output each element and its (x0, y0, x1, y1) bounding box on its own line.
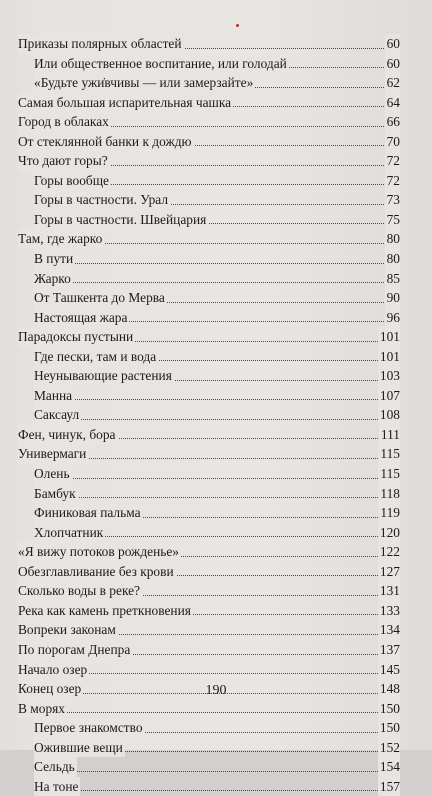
toc-entry-page: 122 (378, 542, 400, 562)
toc-entry-title: Река как камень преткновения (18, 601, 193, 621)
toc-entry-title: «Я вижу потоков рожденье» (18, 542, 181, 562)
toc-entry-page: 119 (378, 503, 400, 523)
toc-entry-page: 115 (378, 444, 400, 464)
toc-entry (0, 366, 432, 386)
toc-entry-title: Горы вообще (34, 171, 111, 191)
toc-entry (0, 620, 432, 640)
toc-entry-title: Конец озер (18, 679, 83, 699)
toc-entry-title: Где пески, там и вода (34, 347, 158, 367)
toc-entry-page: 111 (379, 425, 400, 445)
toc-entry-page: 150 (378, 718, 400, 738)
toc-entry-title: На тоне (34, 777, 80, 796)
toc-entry (0, 171, 432, 191)
dot-leader (34, 478, 400, 479)
toc-entry (0, 34, 432, 54)
toc-entry-title: Первое знакомство (34, 718, 145, 738)
toc-entry-title: Саксаул (34, 405, 81, 425)
toc-entry (0, 386, 432, 406)
toc-entry-page: 120 (378, 523, 400, 543)
toc-entry-title: Манна (34, 386, 74, 406)
toc-entry-page: 145 (378, 660, 400, 680)
toc-entry (0, 777, 432, 796)
red-ink-speck (236, 24, 239, 27)
table-of-contents (0, 34, 432, 796)
toc-entry-page: 154 (378, 757, 400, 777)
toc-entry (0, 444, 432, 464)
toc-entry-page: 108 (378, 405, 400, 425)
toc-entry-page: 72 (385, 151, 400, 171)
toc-entry (0, 269, 432, 289)
toc-entry (0, 327, 432, 347)
toc-entry-title: Фен, чинук, бора (18, 425, 118, 445)
toc-entry-page: 72 (385, 171, 400, 191)
toc-entry-title: Горы в частности. Швейцария (34, 210, 208, 230)
toc-entry (0, 73, 432, 93)
toc-entry-page: 127 (378, 562, 400, 582)
toc-entry (0, 542, 432, 562)
toc-entry (0, 210, 432, 230)
toc-entry-page: 134 (378, 620, 400, 640)
toc-entry (0, 405, 432, 425)
toc-entry-page: 60 (385, 54, 400, 74)
toc-entry-page: 64 (385, 93, 400, 113)
toc-entry-page: 70 (385, 132, 400, 152)
toc-entry (0, 132, 432, 152)
toc-entry-page: 107 (378, 386, 400, 406)
toc-entry-title: Сельдь (34, 757, 77, 777)
toc-entry-title: Город в облаках (18, 112, 111, 132)
toc-entry-title: Горы в частности. Урал (34, 190, 170, 210)
toc-entry-title: Приказы полярных областей (18, 34, 184, 54)
toc-entry-title: Парадоксы пустыни (18, 327, 135, 347)
dot-leader (34, 771, 400, 772)
toc-entry (0, 640, 432, 660)
toc-entry (0, 464, 432, 484)
toc-entry (0, 718, 432, 738)
toc-entry-page: 157 (378, 777, 400, 796)
toc-entry (0, 93, 432, 113)
toc-entry-title: Ожившие вещи (34, 738, 125, 758)
toc-entry-page: 73 (385, 190, 400, 210)
toc-entry-title: Что дают горы? (18, 151, 110, 171)
toc-entry (0, 112, 432, 132)
toc-entry-page: 133 (378, 601, 400, 621)
toc-entry (0, 660, 432, 680)
page-number: 190 (205, 683, 227, 698)
toc-entry-title: Самая большая испарительная чашка (18, 93, 233, 113)
dot-leader (34, 790, 400, 791)
toc-entry-title: От Ташкента до Мерва (34, 288, 167, 308)
toc-entry-page: 96 (385, 308, 400, 328)
toc-entry-title: Настоящая жара (34, 308, 129, 328)
toc-entry (0, 581, 432, 601)
toc-entry-page: 101 (378, 347, 400, 367)
toc-entry-title: Там, где жарко (18, 229, 104, 249)
toc-entry-title: Обезглавливание без крови (18, 562, 176, 582)
toc-entry (0, 308, 432, 328)
dot-leader (34, 399, 400, 400)
toc-entry (0, 425, 432, 445)
toc-entry-page: 137 (378, 640, 400, 660)
dot-leader (34, 419, 400, 420)
toc-entry (0, 54, 432, 74)
toc-entry-title: В пути (34, 249, 75, 269)
dot-leader (34, 263, 400, 264)
toc-entry-page: 60 (385, 34, 400, 54)
dot-leader (18, 712, 400, 713)
toc-entry-page: 75 (385, 210, 400, 230)
toc-entry-title: По порогам Днепра (18, 640, 132, 660)
toc-entry-page: 62 (385, 73, 400, 93)
toc-entry (0, 288, 432, 308)
toc-entry-title: От стеклянной банки к дождю (18, 132, 194, 152)
dot-leader (34, 282, 400, 283)
toc-entry (0, 151, 432, 171)
toc-entry (0, 347, 432, 367)
toc-entry-title: «Будьте ужи̇вчивы — или замерзайте» (34, 73, 255, 93)
toc-entry-page: 115 (378, 464, 400, 484)
toc-entry-title: Финиковая пальма (34, 503, 143, 523)
toc-entry (0, 601, 432, 621)
toc-entry (0, 757, 432, 777)
toc-entry-title: Вопреки законам (18, 620, 118, 640)
dot-leader (34, 497, 400, 498)
toc-entry (0, 503, 432, 523)
toc-entry-title: Сколько воды в реке? (18, 581, 142, 601)
toc-entry (0, 699, 432, 719)
toc-entry-title: Начало озер (18, 660, 89, 680)
toc-entry-title: Олень (34, 464, 72, 484)
toc-entry-page: 85 (385, 269, 400, 289)
toc-entry-page: 103 (378, 366, 400, 386)
toc-entry (0, 484, 432, 504)
toc-entry-page: 148 (378, 679, 400, 699)
toc-entry-title: Или общественное воспитание, или голодай (34, 54, 289, 74)
toc-entry-title: В морях (18, 699, 67, 719)
toc-entry (0, 738, 432, 758)
toc-entry (0, 249, 432, 269)
toc-entry-page: 80 (385, 249, 400, 269)
toc-entry-page: 118 (378, 484, 400, 504)
toc-entry-page: 152 (378, 738, 400, 758)
toc-entry-title: Хлопчатник (34, 523, 105, 543)
toc-entry-page: 90 (385, 288, 400, 308)
toc-entry (0, 190, 432, 210)
toc-entry-page: 80 (385, 229, 400, 249)
toc-entry-page: 131 (378, 581, 400, 601)
toc-entry-title: Жарко (34, 269, 73, 289)
toc-entry-page: 66 (385, 112, 400, 132)
toc-entry-title: Неунывающие растения (34, 366, 174, 386)
toc-entry-page: 101 (378, 327, 400, 347)
toc-entry (0, 229, 432, 249)
toc-entry (0, 562, 432, 582)
toc-entry-title: Бамбук (34, 484, 78, 504)
toc-entry (0, 523, 432, 543)
toc-entry-page: 150 (378, 699, 400, 719)
toc-entry-title: Универмаги (18, 444, 88, 464)
